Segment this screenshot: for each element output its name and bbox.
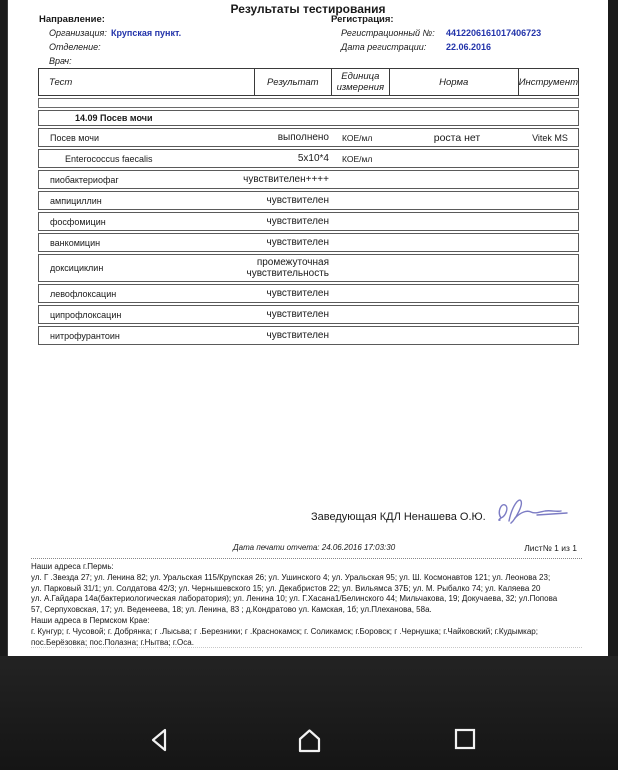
cell-result: промежуточная чувствительность bbox=[246, 257, 329, 279]
cell-instrument bbox=[522, 306, 578, 323]
table-row bbox=[38, 254, 579, 282]
cell-instrument: Vitek MS bbox=[532, 132, 568, 143]
registration-number-label: Регистрационный №: bbox=[341, 28, 435, 38]
table-row bbox=[38, 233, 579, 252]
cell-unit: КОЕ/мл bbox=[342, 153, 373, 164]
cell-test: пиобактериофаг bbox=[50, 174, 119, 185]
krai-address-line: г. Кунгур; г. Чусовой; г. Добрянка; г .Лысьва; г .Березники; г .Краснокамск; г. Соликамск; г.Боровск; г .Чернушка; г.Чайковский; г.Кудымкар; bbox=[31, 626, 538, 636]
organization-value: Крупская пункт. bbox=[111, 28, 182, 38]
column-header-norm: Норма bbox=[390, 69, 519, 95]
column-header-test: Тест bbox=[39, 69, 255, 95]
cell-instrument bbox=[522, 234, 578, 251]
recents-icon[interactable] bbox=[453, 727, 477, 751]
cell-test: доксициклин bbox=[50, 263, 104, 273]
cell-instrument bbox=[522, 213, 578, 230]
cell-norm bbox=[392, 234, 522, 251]
table-row bbox=[38, 284, 579, 303]
perm-address-line: ул. Г .Звезда 27; ул. Ленина 82; ул. Уральская 115/Крупская 26; ул. Ушинского 4; ул. Уральская 95; ул. Ш. Космонавтов 121; ул. Леонова 23; bbox=[31, 572, 551, 582]
dashed-separator-bottom bbox=[31, 647, 582, 648]
empty-row bbox=[38, 98, 579, 108]
table-row bbox=[38, 128, 579, 147]
table-body bbox=[38, 128, 579, 345]
cell-norm bbox=[392, 327, 522, 344]
registration-number-value: 4412206161017406723 bbox=[446, 28, 542, 38]
cell-result: 5x10*4 bbox=[297, 153, 329, 164]
cell-norm: роста нет bbox=[433, 131, 481, 144]
section-row bbox=[38, 110, 579, 126]
cell-result: чувствителен bbox=[266, 237, 329, 248]
cell-instrument bbox=[522, 285, 578, 302]
doctor-label: Врач: bbox=[49, 56, 72, 66]
organization-label: Организация: bbox=[49, 28, 107, 38]
sheet-number: Лист№ 1 из 1 bbox=[524, 543, 577, 553]
table-row bbox=[38, 149, 579, 168]
cell-instrument bbox=[522, 192, 578, 209]
print-date: Дата печати отчета: 24.06.2016 17:03:30 bbox=[233, 543, 396, 552]
cell-result: чувствителен++++ bbox=[243, 174, 329, 185]
cell-test: ципрофлоксацин bbox=[50, 309, 122, 320]
table-row bbox=[38, 326, 579, 345]
cell-instrument bbox=[522, 150, 578, 167]
krai-heading: Наши адреса в Пермском Крае: bbox=[31, 615, 150, 625]
cell-result: чувствителен bbox=[266, 216, 329, 227]
cell-result: выполнено bbox=[277, 132, 329, 143]
cell-test: ампициллин bbox=[50, 195, 102, 206]
back-icon[interactable] bbox=[147, 727, 173, 753]
krai-address-line: пос.Берёзовка; пос.Полазна; г.Нытва; г.Оса. bbox=[31, 637, 194, 647]
referral-heading: Направление: bbox=[39, 14, 105, 25]
perm-address-line: 57, Серпуховская, 17; ул. Веденеева, 18; ул. Ленина, 83 ; д.Кондратово ул. Камская, 1б; ул.Плеханова, 58а. bbox=[31, 605, 432, 615]
table-row bbox=[38, 305, 579, 324]
signature-scribble bbox=[493, 494, 575, 539]
department-label: Отделение: bbox=[49, 42, 101, 52]
cell-result: чувствителен bbox=[266, 330, 329, 341]
cell-test: фосфомицин bbox=[50, 216, 106, 227]
cell-instrument bbox=[522, 255, 578, 281]
registration-heading: Регистрация: bbox=[331, 14, 394, 25]
cell-result: чувствителен bbox=[266, 309, 329, 320]
footer-addresses bbox=[31, 562, 584, 648]
cell-result: чувствителен bbox=[266, 195, 329, 206]
section-label: 14.09 Посев мочи bbox=[75, 113, 153, 123]
column-header-result: Результат bbox=[255, 69, 332, 95]
cell-result: чувствителен bbox=[266, 288, 329, 299]
cell-norm bbox=[392, 306, 522, 323]
cell-test: левофлоксацин bbox=[50, 288, 117, 299]
registration-date-value: 22.06.2016 bbox=[446, 42, 492, 52]
table-header-row bbox=[38, 68, 579, 96]
cell-test: ванкомицин bbox=[50, 237, 101, 248]
registration-date-label: Дата регистрации: bbox=[341, 42, 427, 52]
cell-norm bbox=[392, 192, 522, 209]
cell-test: Посев мочи bbox=[50, 132, 99, 143]
column-header-unit: Единица измерения bbox=[332, 69, 390, 95]
perm-address-line: ул. Парковый 31/1; ул. Солдатова 42/3; ул. Чернышевского 15; ул. Декабристов 22; ул. Вильямса 37Б; ул. М. Рыбалко 74; ул. Каляева 20 bbox=[31, 583, 541, 593]
document-page bbox=[7, 0, 608, 656]
table-row bbox=[38, 191, 579, 210]
results-table bbox=[38, 68, 579, 347]
cell-instrument bbox=[522, 327, 578, 344]
perm-address-line: ул. А.Гайдара 14а(бактериологическая лаборатория); ул. Ленина 10; ул. Г.Хасана1/Белинского 44; Мильчакова, 19; Докучаева, 32; ул.Попова bbox=[31, 594, 558, 604]
column-header-instrument: Инструмент bbox=[518, 76, 578, 88]
cell-test: Enterococcus faecalis bbox=[65, 153, 153, 164]
home-icon[interactable] bbox=[296, 727, 323, 754]
dashed-separator bbox=[31, 558, 582, 559]
table-row bbox=[38, 170, 579, 189]
cell-instrument bbox=[522, 171, 578, 188]
cell-norm bbox=[392, 255, 522, 281]
document-title: Результаты тестирования bbox=[230, 2, 386, 16]
cell-unit: КОЕ/мл bbox=[342, 132, 373, 143]
table-row bbox=[38, 212, 579, 231]
cell-norm bbox=[392, 213, 522, 230]
cell-norm bbox=[392, 285, 522, 302]
cell-test: нитрофурантоин bbox=[50, 330, 120, 341]
signer-title-name: Заведующая КДЛ Ненашева О.Ю. bbox=[311, 511, 486, 523]
perm-heading: Наши адреса г.Пермь: bbox=[31, 562, 114, 571]
android-nav-bar bbox=[0, 656, 618, 770]
cell-norm bbox=[392, 150, 522, 167]
cell-norm bbox=[392, 171, 522, 188]
